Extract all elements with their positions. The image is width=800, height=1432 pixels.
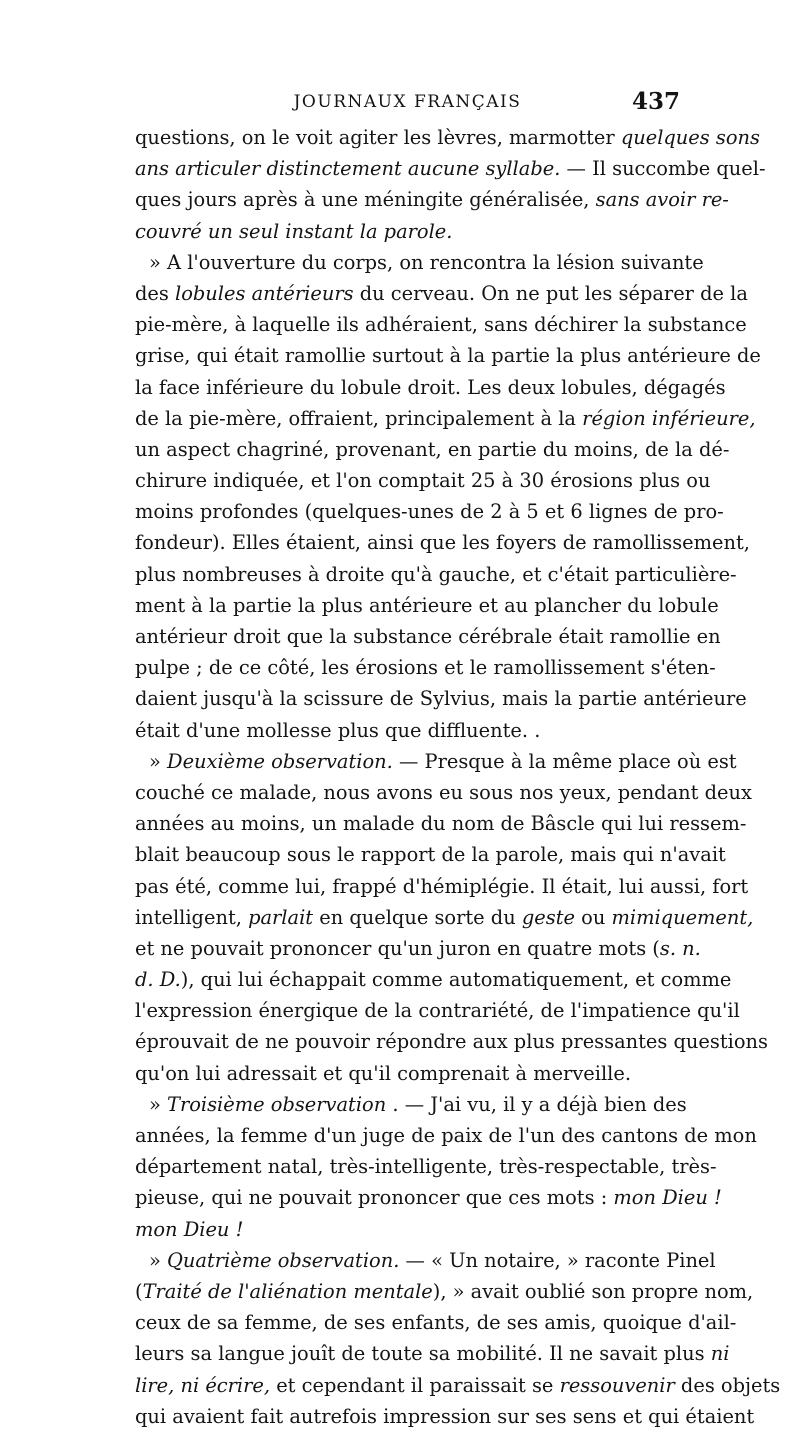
text-line: années au moins, un malade du nom de Bâscle qui lui ressem-	[135, 812, 747, 836]
text-line: chirure indiquée, et l'on comptait 25 à 30 érosions plus ou	[135, 469, 711, 493]
text-line: ceux de sa femme, de ses enfants, de ses amis, quoique d'ail-	[135, 1311, 737, 1335]
text-line: plus nombreuses à droite qu'à gauche, et c'était particulière-	[135, 562, 737, 586]
text-line: qui avaient fait autrefois impression sur ses sens et qui étaient	[135, 1404, 755, 1428]
text-line: de la pie-mère, offraient, principalement à la région inférieure,	[135, 406, 756, 430]
text-line: la face inférieure du lobule droit. Les deux lobules, dégagés	[135, 375, 726, 399]
text-line: lire, ni écrire, et cependant il paraissait se ressouvenir des objets	[135, 1373, 781, 1397]
text-line: » A l'ouverture du corps, on rencontra la lésion suivante	[149, 250, 704, 274]
text-line: grise, qui était ramollie surtout à la partie la plus antérieure de	[135, 344, 761, 368]
text-line: ans articuler distinctement aucune syllabe. — Il succombe quel-	[135, 157, 766, 181]
text-line: pie-mère, à laquelle ils adhéraient, sans déchirer la substance	[135, 313, 747, 337]
text-line: un aspect chagriné, provenant, en partie du moins, de la dé-	[135, 437, 730, 461]
text-line: était d'une mollesse plus que diffluente. .	[135, 718, 541, 742]
text-line: ment à la partie la plus antérieure et au plancher du lobule	[135, 593, 719, 617]
text-line: antérieur droit que la substance cérébrale était ramollie en	[135, 625, 721, 648]
text-line: » Quatrième observation. — « Un notaire, » raconte Pinel	[149, 1248, 716, 1272]
text-line: département natal, très-intelligente, très-respectable, très-	[135, 1155, 717, 1179]
text-line: (Traité de l'aliénation mentale), » avait oublié son propre nom,	[135, 1279, 754, 1303]
running-title: JOURNAUX FRANÇAIS	[293, 92, 522, 112]
text-line: couvré un seul instant la parole.	[135, 219, 453, 243]
text-line: ques jours après à une méningite généralisée, sans avoir re-	[135, 188, 729, 212]
running-header	[135, 88, 680, 120]
text-line: et ne pouvait prononcer qu'un juron en quatre mots (s. n.	[135, 936, 701, 960]
page-number: 437	[631, 88, 680, 115]
text-line: » Troisième observation . — J'ai vu, il y a déjà bien des	[149, 1092, 687, 1116]
text-line: daient jusqu'à la scissure de Sylvius, mais la partie antérieure	[135, 687, 747, 711]
text-line: l'expression énergique de la contrariété, de l'impatience qu'il	[135, 999, 740, 1023]
text-line: leurs sa langue jouît de toute sa mobilité. Il ne savait plus ni	[135, 1342, 730, 1366]
text-line: pieuse, qui ne pouvait prononcer que ces mots : mon Dieu !	[135, 1186, 722, 1210]
text-line: blait beaucoup sous le rapport de la parole, mais qui n'avait	[135, 843, 726, 867]
body-text	[135, 122, 781, 1432]
text-line: intelligent, parlait en quelque sorte du geste ou mimiquement,	[135, 905, 754, 929]
text-line: couché ce malade, nous avons eu sous nos yeux, pendant deux	[135, 780, 752, 804]
text-line: questions, on le voit agiter les lèvres, marmotter quelques sons	[135, 126, 760, 149]
text-line: d. D.), qui lui échappait comme automatiquement, et comme	[135, 968, 732, 992]
text-line: des lobules antérieurs du cerveau. On ne put les séparer de la	[135, 281, 748, 305]
text-line: éprouvait de ne pouvoir répondre aux plus pressantes questions	[135, 1030, 768, 1054]
text-line: » Deuxième observation. — Presque à la même place où est	[149, 749, 737, 773]
text-line: qu'on lui adressait et qu'il comprenait à merveille.	[135, 1061, 631, 1085]
text-line: années, la femme d'un juge de paix de l'un des cantons de mon	[135, 1124, 757, 1147]
text-line: fondeur). Elles étaient, ainsi que les foyers de ramollissement,	[135, 531, 750, 555]
text-line: mon Dieu !	[135, 1217, 244, 1241]
text-line: pulpe ; de ce côté, les érosions et le ramollissement s'éten-	[135, 656, 716, 680]
text-line: moins profondes (quelques-unes de 2 à 5 et 6 lignes de pro-	[135, 500, 724, 524]
text-line: pas été, comme lui, frappé d'hémiplégie. Il était, lui aussi, fort	[135, 874, 749, 898]
